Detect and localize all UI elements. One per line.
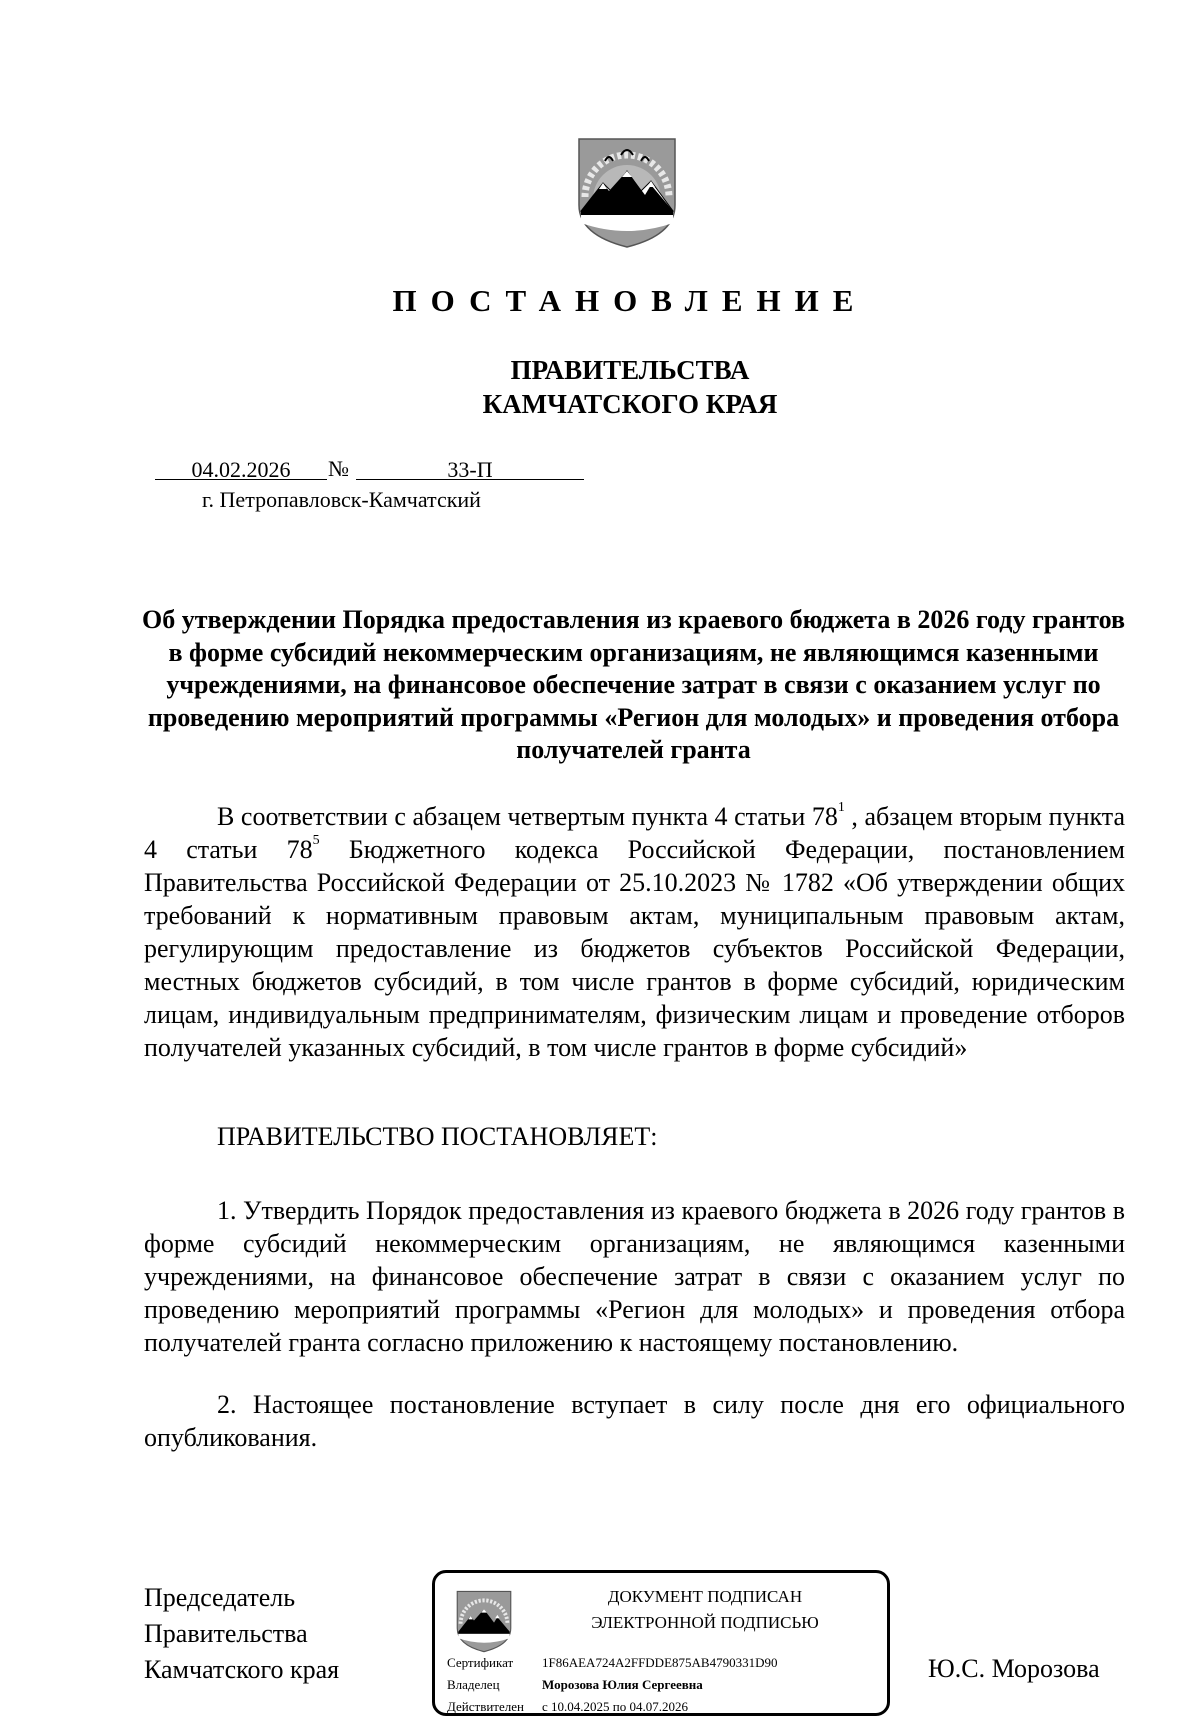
- basis-text-part3: Бюджетного кодекса Российской Федерации, постановлением Правительства Российской Федерации от 25.10.2023 № 1782 «Об утверждении общих требований к нормативным правовым актам, муниципальным правовым актам, регулирующим предоставление из бюджетов субъектов Российской Федерации, местных бюджетов субсидий, в том числе грантов в форме субсидий, юридическим лицам, индивидуальным предпринимателям, физическим лицам и проведение отборов получателей указанных субсидий, в том числе грантов в форме субсидий»: [144, 835, 1125, 1062]
- document-title: Об утверждении Порядка предоставления из краевого бюджета в 2026 году грантов в форме субсидий некоммерческим организациям, не являющимся казенными учреждениями, на финансовое обеспечение затрат в связи с оказанием услуг по проведению мероприятий программы «Регион для молодых» и проведения отбора получателей гранта: [141, 605, 1126, 764]
- decree-item-2: 2. Настоящее постановление вступает в силу после дня его официального опубликования.: [144, 1390, 1125, 1452]
- basis-text-part1: В соответствии с абзацем четвертым пункта 4 статьи 78: [217, 802, 838, 831]
- kamchatka-coat-of-arms-icon: [575, 135, 679, 249]
- electronic-signature-stamp: [432, 1570, 890, 1716]
- document-number: 33-П: [447, 457, 493, 482]
- validity-label: Действителен: [447, 1699, 524, 1714]
- signer-name: Ю.С. Морозова: [928, 1654, 1100, 1683]
- number-sign: №: [328, 456, 349, 481]
- stamp-heading-line1: ДОКУМЕНТ ПОДПИСАН: [607, 1587, 803, 1606]
- stamp-owner-row: [447, 1677, 703, 1693]
- decree-heading: ПРАВИТЕЛЬСТВО ПОСТАНОВЛЯЕТ:: [217, 1122, 658, 1151]
- issuer-heading-line2: КАМЧАТСКОГО КРАЯ: [482, 389, 778, 419]
- owner-value: Морозова Юлия Сергеевна: [542, 1677, 703, 1692]
- validity-value: с 10.04.2025 по 04.07.2026: [542, 1699, 688, 1714]
- signer-position-line2: Правительства: [144, 1619, 308, 1648]
- stamp-heading-line2: ЭЛЕКТРОННОЙ ПОДПИСЬЮ: [591, 1613, 819, 1632]
- signer-position-line1: Председатель: [144, 1583, 296, 1612]
- document-date: 04.02.2026: [191, 457, 291, 482]
- stamp-validity-row: [447, 1699, 688, 1715]
- signer-position-line3: Камчатского края: [144, 1655, 340, 1684]
- signer-position: [144, 1580, 339, 1688]
- issue-city: г. Петропавловск-Камчатский: [202, 487, 481, 512]
- certificate-value: 1F86AEA724A2FFDDE875AB4790331D90: [542, 1655, 778, 1670]
- issuer-heading-line1: ПРАВИТЕЛЬСТВА: [510, 355, 750, 385]
- legal-basis-paragraph: [144, 800, 1125, 1064]
- stamp-certificate-row: [447, 1655, 777, 1671]
- kamchatka-coat-of-arms-icon: [455, 1589, 513, 1653]
- basis-superscript-2: 5: [312, 833, 320, 849]
- certificate-label: Сертификат: [447, 1655, 514, 1670]
- document-type-heading: ПОСТАНОВЛЕНИЕ: [392, 283, 868, 318]
- basis-text-part2: , абзацем вторым пункта 4 статьи 78: [144, 802, 1125, 864]
- basis-superscript-1: 1: [837, 800, 845, 816]
- decree-item-1: 1. Утвердить Порядок предоставления из краевого бюджета в 2026 году грантов в форме субсидий некоммерческим организациям, не являющимся казенными учреждениями, на финансовое обеспечение затрат в связи с оказанием услуг по проведению мероприятий программы «Регион для молодых» и проведения отбора получателей гранта согласно приложению к настоящему постановлению.: [144, 1196, 1125, 1357]
- owner-label: Владелец: [447, 1677, 500, 1692]
